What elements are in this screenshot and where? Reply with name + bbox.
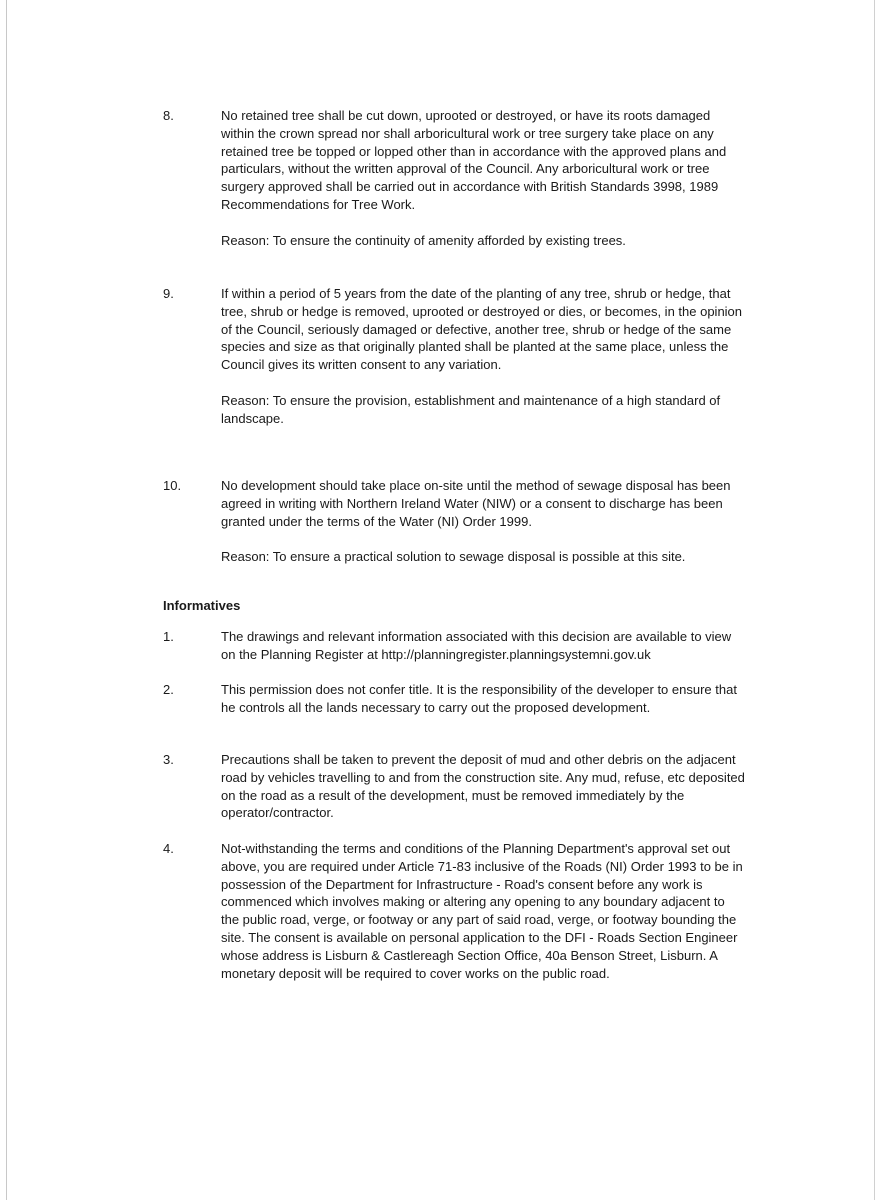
informative-number: 3.	[163, 752, 174, 767]
condition-reason: Reason: To ensure the continuity of amenity afforded by existing trees.	[221, 232, 626, 248]
condition-number: 10.	[163, 478, 182, 493]
condition-text: No retained tree shall be cut down, uprooted or destroyed, or have its roots damaged within the crown spread nor shall arboricultural work or tree surgery take place on any retained tree be topped or lopped other than in accordance with the approved plans and particulars, without the written approval of the Council. Any arboricultural work or tree surgery approved shall be carried out in accordance with British Standards 3998, 1989 Recommendations for Tree Work.	[221, 108, 727, 212]
informatives-heading: Informatives	[163, 598, 241, 613]
condition-body	[221, 477, 746, 566]
condition-text: If within a period of 5 years from the date of the planting of any tree, shrub or hedge, that tree, shrub or hedge is removed, uprooted or destroyed or dies, or becomes, in the opinion of the Council, seriously damaged or defective, another tree, shrub or hedge of the same species and size as that originally planted shall be planted at the same place, unless the Council gives its written consent to any variation.	[221, 286, 743, 373]
condition-number: 8.	[163, 108, 174, 123]
page-edge	[874, 0, 875, 1200]
condition-reason: Reason: To ensure the provision, establishment and maintenance of a high standard of landscape.	[221, 392, 721, 426]
condition-reason: Reason: To ensure a practical solution to sewage disposal is possible at this site.	[221, 549, 686, 565]
informative-number: 2.	[163, 682, 174, 697]
informative-number: 4.	[163, 841, 174, 856]
condition-number: 9.	[163, 286, 174, 301]
informative-text: The drawings and relevant information associated with this decision are available to view on the Planning Register at http://planningregister.planningsystemni.gov.uk	[221, 629, 732, 662]
informative-text: Precautions shall be taken to prevent the deposit of mud and other debris on the adjacent road by vehicles travelling to and from the construction site. Any mud, refuse, etc deposited on the road as a result of the development, must be removed immediately by the operator/contractor.	[221, 752, 745, 821]
condition-body	[221, 285, 746, 428]
condition-body	[221, 107, 746, 250]
informative-number: 1.	[163, 629, 174, 644]
condition-text: No development should take place on-site until the method of sewage disposal has been agreed in writing with Northern Ireland Water (NIW) or a consent to discharge has been granted under the terms of the Water (NI) Order 1999.	[221, 478, 731, 529]
page-edge	[6, 0, 7, 1200]
informative-text: Not-withstanding the terms and conditions of the Planning Department's approval set out above, you are required under Article 71-83 inclusive of the Roads (NI) Order 1993 to be in possession of the Department for Infrastructure - Road's consent before any work is commenced which involves making or altering any opening to any boundary adjacent to the public road, verge, or footway or any part of said road, verge, or footway bounding the site. The consent is available on personal application to the DFI - Roads Section Engineer whose address is Lisburn & Castlereagh Section Office, 40a Benson Street, Lisburn. A monetary deposit will be required to cover works on the public road.	[221, 841, 743, 981]
informative-text: This permission does not confer title. It is the responsibility of the developer to ensure that he controls all the lands necessary to carry out the proposed development.	[221, 682, 737, 715]
